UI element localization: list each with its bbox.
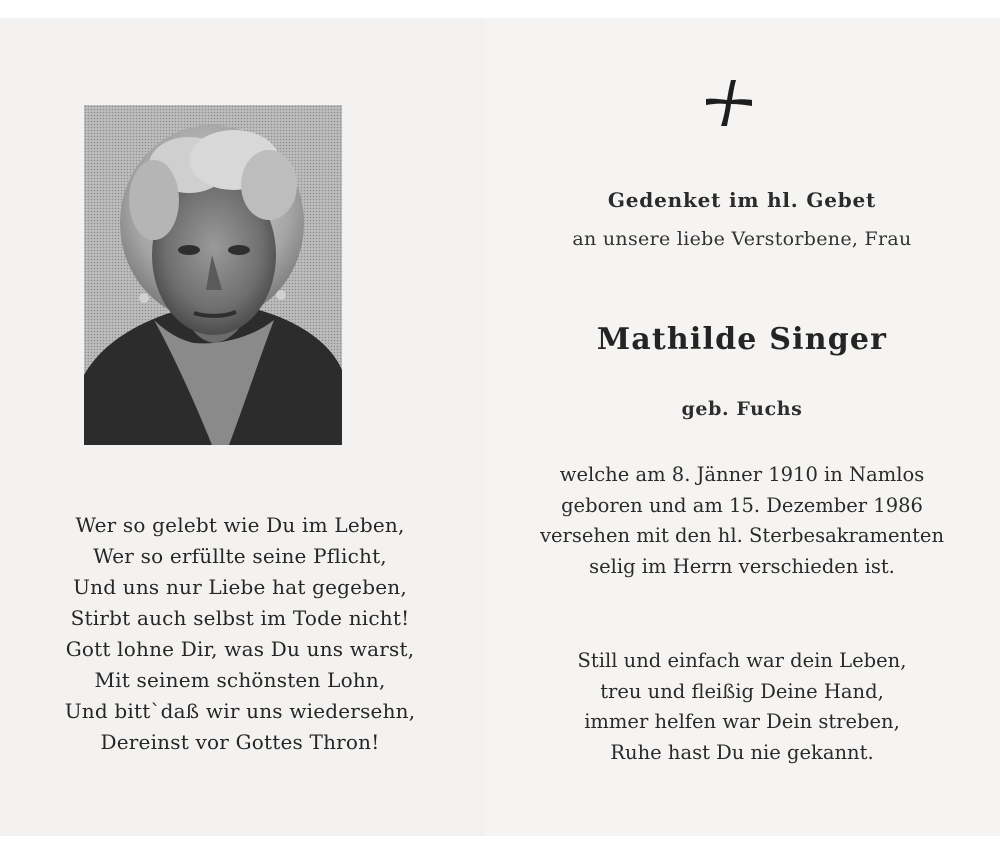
details-line: versehen mit den hl. Sterbesakramenten	[539, 524, 944, 547]
portrait-photo-icon	[84, 105, 342, 445]
verse-line: immer helfen war Dein streben,	[584, 710, 900, 733]
poem-line: Stirbt auch selbst im Tode nicht!	[70, 606, 410, 630]
poem-line: Gott lohne Dir, was Du uns warst,	[65, 637, 415, 661]
verse-line: treu und fleißig Deine Hand,	[600, 679, 884, 703]
deceased-name: Mathilde Singer	[596, 322, 888, 357]
poem-line: Und bitt`daß wir uns wiedersehn,	[64, 699, 416, 723]
poem-line: Mit seinem schönsten Lohn,	[94, 668, 386, 692]
details-line: welche am 8. Jänner 1910 in Namlos	[559, 463, 925, 486]
closing-verse	[484, 646, 1000, 768]
details-line: geboren und am 15. Dezember 1986	[561, 493, 923, 517]
poem-line: Dereinst vor Gottes Thron!	[100, 730, 380, 754]
heading-line-2: an unsere liebe Verstorbene, Frau	[572, 228, 912, 250]
poem-line: Wer so gelebt wie Du im Leben,	[75, 513, 405, 537]
verse-line: Ruhe hast Du nie gekannt.	[610, 740, 874, 764]
poem-line: Und uns nur Liebe hat gegeben,	[73, 575, 407, 599]
life-details	[484, 460, 1000, 582]
memorial-poem	[10, 510, 470, 758]
details-line: selig im Herrn verschieden ist.	[589, 554, 895, 578]
poem-line: Wer so erfüllte seine Pflicht,	[93, 544, 387, 568]
maiden-name: geb. Fuchs	[681, 398, 803, 420]
cross-icon	[704, 78, 754, 128]
portrait-photo	[84, 105, 342, 445]
heading-line-1: Gedenket im hl. Gebet	[607, 188, 877, 212]
verse-line: Still und einfach war dein Leben,	[577, 649, 907, 672]
